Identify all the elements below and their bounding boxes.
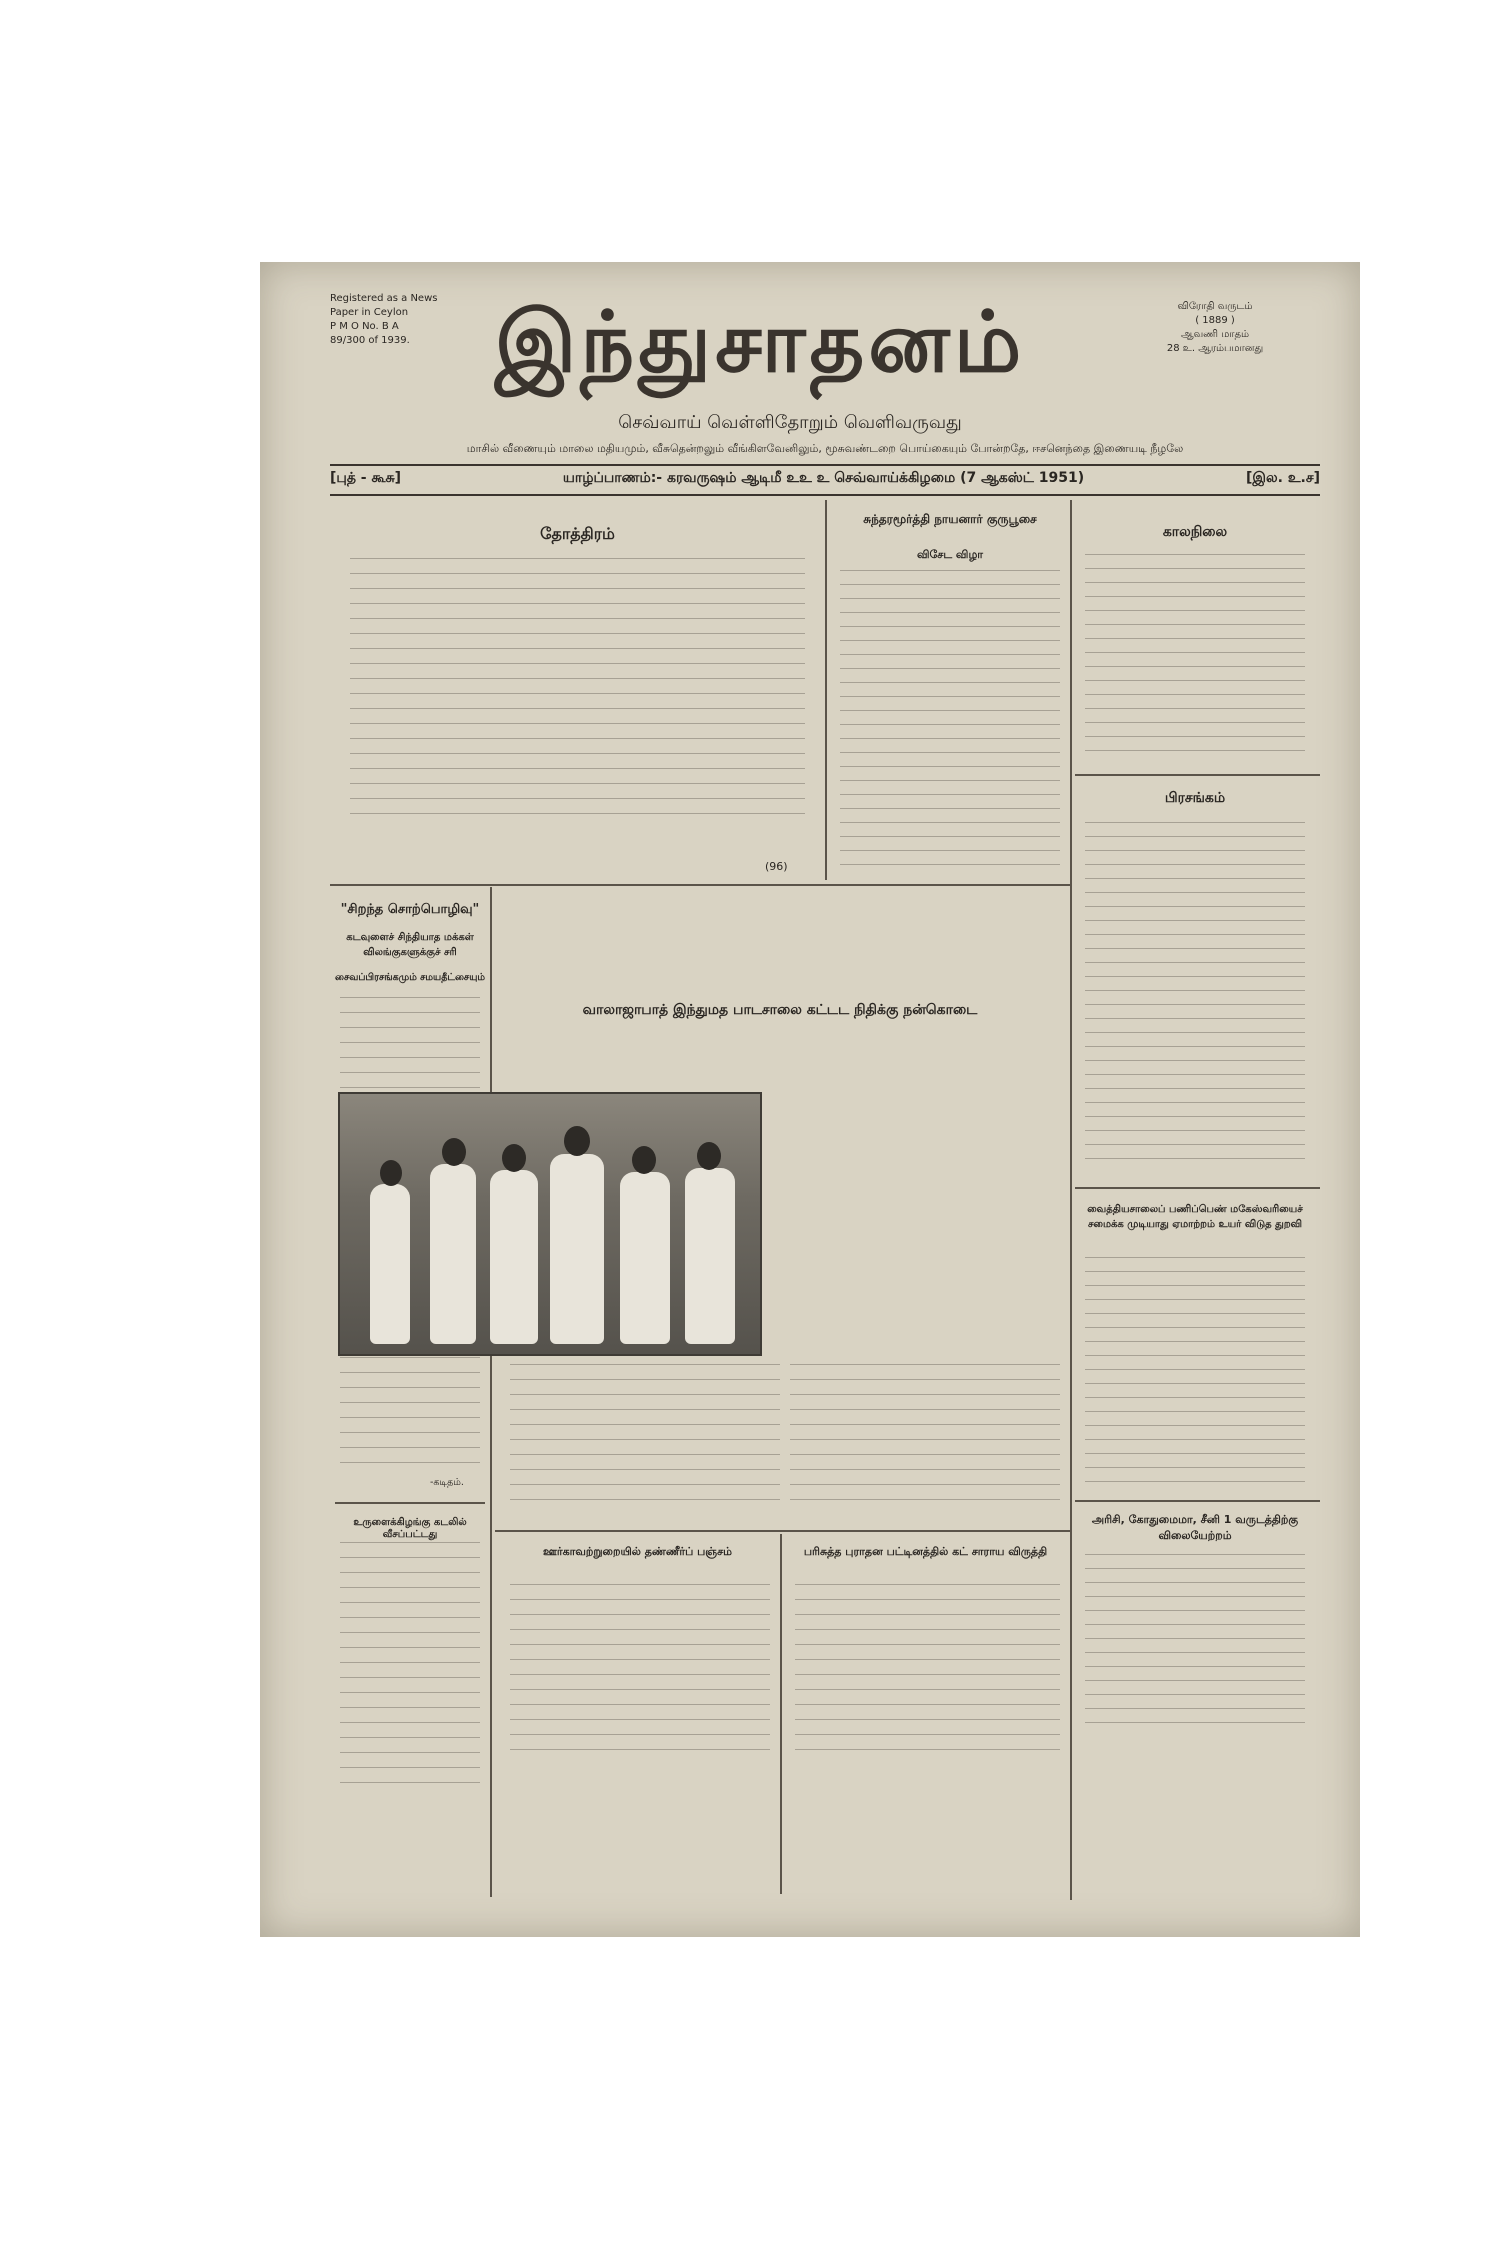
- section-rule: [1075, 774, 1320, 776]
- dateline-rule: [330, 494, 1320, 496]
- registration-line: 89/300 of 1939.: [330, 335, 410, 346]
- article-body-walajabad-1: [510, 1364, 780, 1514]
- article-body-pirasangam: [1085, 822, 1305, 1172]
- article-title-speech: "சிறந்த சொற்பொழிவு": [340, 902, 480, 917]
- registration-line: Paper in Ceylon: [330, 307, 409, 318]
- article-title-hospital: வைத்தியசாலைப் பணிப்பெண் மகேஸ்வரியைச் சமைக்க முடியாது ஏமாற்றம் உயர் விடுத துறவி: [1087, 1204, 1303, 1230]
- article-body-thothiram: [350, 558, 805, 858]
- column-divider: [490, 887, 492, 1897]
- article-body-sundaramurthi: [840, 570, 1060, 870]
- article-body-walajabad-2: [790, 1364, 1060, 1514]
- article-body-kalanilai: [1085, 554, 1305, 764]
- article-signoff: -கடிதம்.: [430, 1477, 464, 1488]
- era-line: ( 1889 ): [1195, 315, 1235, 326]
- registration-line: Registered as a News: [330, 293, 438, 304]
- article-title-sundaramurthi: சுந்தரமூர்த்தி நாயனார் குருபூசை: [863, 512, 1037, 526]
- article-body-toddy: [795, 1584, 1060, 1754]
- article-title-rice: அரிசி, கோதுமைமா, சீனி 1 வருடத்திற்கு விலையேற்றம்: [1091, 1513, 1299, 1542]
- article-body-water: [510, 1584, 770, 1754]
- era-line: ஆவணி மாதம்: [1180, 329, 1250, 340]
- article-title-pirasangam: பிரசங்கம்: [1164, 790, 1226, 806]
- article-subtitle-speech-2: சைவப்பிரசங்கமும் சமயதீட்சையும்: [335, 972, 485, 983]
- column-divider: [1070, 500, 1072, 1900]
- section-rule: [1075, 1500, 1320, 1502]
- dateline: [330, 470, 1320, 488]
- article-body-potato: [340, 1542, 480, 1792]
- issue-date: யாழ்ப்பாணம்:- கரவருஷம் ஆடிமீ உஉ உ செவ்வாய்க்கிழமை (7 ஆகஸ்ட் 1951): [562, 470, 1085, 486]
- article-title-toddy: பரிசுத்த புராதன பட்டினத்தில் கட் சாராய விருத்தி: [803, 1545, 1048, 1558]
- section-rule: [330, 884, 1070, 886]
- article-title-walajabad: வாலாஜாபாத் இந்துமத பாடசாலை கட்டட நிதிக்கு நன்கொடை: [582, 1002, 978, 1018]
- masthead-verse: மாசில் வீணையும் மாலை மதியமும், வீசுதென்றலும் வீங்கிளவேனிலும், மூசுவண்டறை பொய்கையும் போன்றதே, ஈசனெந்தை இணையடி நீழலே: [466, 442, 1184, 455]
- poem-number: (96): [765, 860, 788, 873]
- column-divider: [780, 1534, 782, 1894]
- era-line: விரோதி வருடம்: [1177, 301, 1253, 312]
- article-title-kalanilai: காலநிலை: [1162, 524, 1228, 540]
- registration-note: [330, 292, 437, 348]
- article-subtitle-sundaramurthi: விசேட விழா: [916, 548, 984, 561]
- newspaper-title: இந்துசாதனம்: [494, 292, 1026, 391]
- registration-line: P M O No. B A: [330, 321, 399, 332]
- column-divider: [825, 500, 827, 880]
- article-title-potato: உருளைக்கிழங்கு கடலில் வீசப்பட்டது: [353, 1517, 467, 1540]
- issue-number: [இல. உ.ச]: [1245, 470, 1320, 486]
- article-body-rice: [1085, 1554, 1305, 1734]
- group-photo: [338, 1092, 762, 1356]
- newspaper-page: [260, 262, 1360, 1937]
- section-rule: [495, 1530, 1070, 1532]
- era-note: [1140, 300, 1290, 356]
- era-line: 28 உ. ஆரம்பமானது: [1166, 343, 1264, 354]
- publication-frequency: செவ்வாய் வெள்ளிதோறும் வெளிவருவது: [618, 412, 962, 433]
- article-title-thothiram: தோத்திரம்: [540, 524, 615, 543]
- section-rule: [1075, 1187, 1320, 1189]
- volume-number: [புத் - கூசு]: [330, 470, 402, 486]
- article-subtitle-speech: கடவுளைச் சிந்தியாத மக்கள் விலங்குகளுக்குச் சரி: [346, 932, 474, 958]
- article-title-water: ஊர்காவற்றுறையில் தண்ணீர்ப் பஞ்சம்: [542, 1545, 733, 1558]
- masthead-rule: [330, 464, 1320, 466]
- article-body-hospital: [1085, 1257, 1305, 1487]
- section-rule: [335, 1502, 485, 1504]
